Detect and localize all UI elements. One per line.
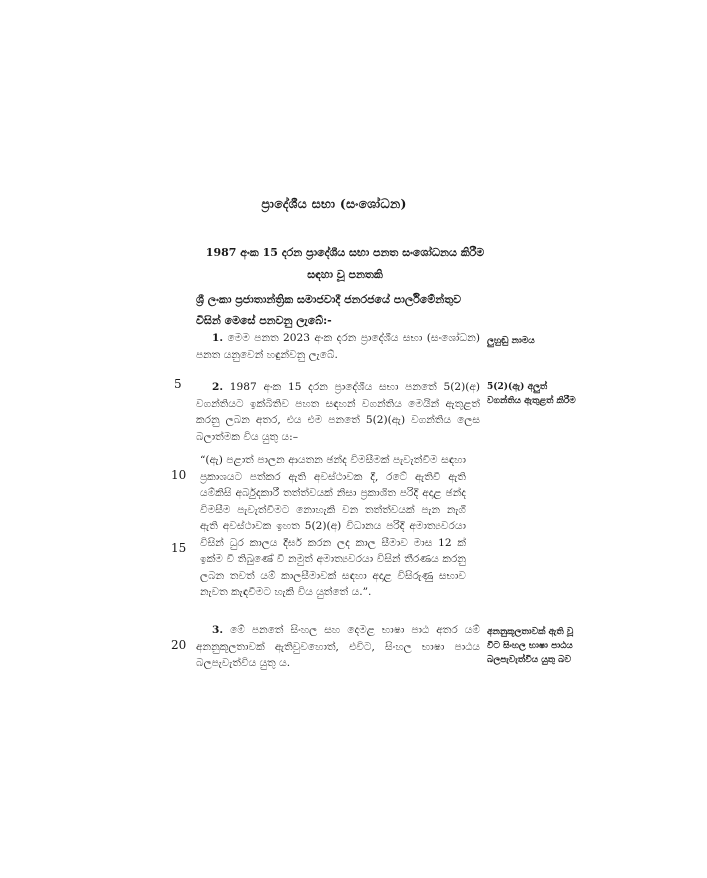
- margin-note-short-title: ලුහුඬු නාමය: [487, 336, 535, 346]
- enacting-formula: ශ්‍රී ලංකා ප්‍රජාතාන්ත්‍රික සමාජවාදී ජනරජයේ පාර්ලිමේන්තුව විසින් මෙසේ පනවනු ලැබේ:-: [196, 293, 462, 327]
- line-number-5: 5: [174, 377, 182, 391]
- margin-note-new-section: 5(2)(ඇ) අලුත් වගන්තිය ඇතුළත් කිරීම: [487, 382, 576, 406]
- clause-1: [196, 330, 480, 363]
- inserted-section-text: “(ඇ) පළාත් පාලන ආයතන ඡන්ද විමසීමක් පැවැත්වීම සඳහා ප්‍රකාශයට පත්කර ඇති අවස්ථාවක දී, රටේ ඇතිවී ඇති යම්කිසි අර්බුදකාරී තත්ත්වයක් නිසා ප්‍රකාශිත පරිදි අදාළ ඡන්ද විමසීම පැවැත්වීමට නොහැකි වන තත්ත්වයක් පැන නැගී ඇති අවස්ථාවක ඉහත 5(2)(අ) විධානය පරිදි අමාත්‍යවරයා විසින් ධුර කාලය දීර්ඝ කරන ලද කාල සීමාව මාස 12 ක් ඉක්ම වී තිබුණේ වී නමුත් අමාත්‍යවරයා විසින් තීරණය කරනු ලබන තවත් යම් කාලසීමාවක් සඳහා අදාළ විසිරුණු සභාව නැවත කැඳවීමට හැකි විය යුත්තේ ය.”.: [200, 454, 466, 598]
- clause-2: [196, 379, 480, 445]
- line-number-15: 15: [171, 541, 187, 555]
- line-number-10: 10: [171, 468, 187, 482]
- margin-note-inconsistency: අනනුකූලතාවක් ඇති වූ විට සිංහල භාෂා පාඨය බලපැවැත්විය යුතු බව: [487, 627, 574, 665]
- clause-1-text: මෙම පනත 2023 අංක දරන ප්‍රාදේශීය සභා (සංශෝධන) පනත යනුවෙන් හඳුන්වනු ලැබේ.: [196, 332, 480, 361]
- line-number-20: 20: [171, 638, 187, 652]
- clause-2-text: 1987 අංක 15 දරන ප්‍රාදේශීය සභා පනතේ 5(2)(අ) වගන්තියට ඉක්බිතිව පහත සඳහන් වගන්තිය මෙයින් ඇතුළත් කරනු ලබන අතර, එය එම පනතේ 5(2)(ඇ) වගන්තිය ලෙස බලාත්මක විය යුතු ය:–: [196, 381, 481, 443]
- clause-1-number: 1.: [212, 332, 224, 344]
- clause-2-number: 2.: [212, 381, 224, 393]
- document-subtitle: 1987 අංක 15 දරන ප්‍රාදේශීය සභා පනත සංශෝධනය කිරීම සඳහා වූ පනතකි: [205, 246, 485, 281]
- document-title: ප්‍රාදේශීය සභා (සංශෝධන): [261, 196, 407, 211]
- clause-3: [196, 622, 480, 672]
- clause-3-number: 3.: [212, 624, 224, 636]
- clause-3-text: මේ පනතේ සිංහල සහ දෙමළ භාෂා පාඨ අතර යම් අනනුකූලතාවක් ඇතිවුවහොත්, එවිට, සිංහල භාෂා පාඨය බලපැවැත්විය යුතු ය.: [196, 624, 480, 669]
